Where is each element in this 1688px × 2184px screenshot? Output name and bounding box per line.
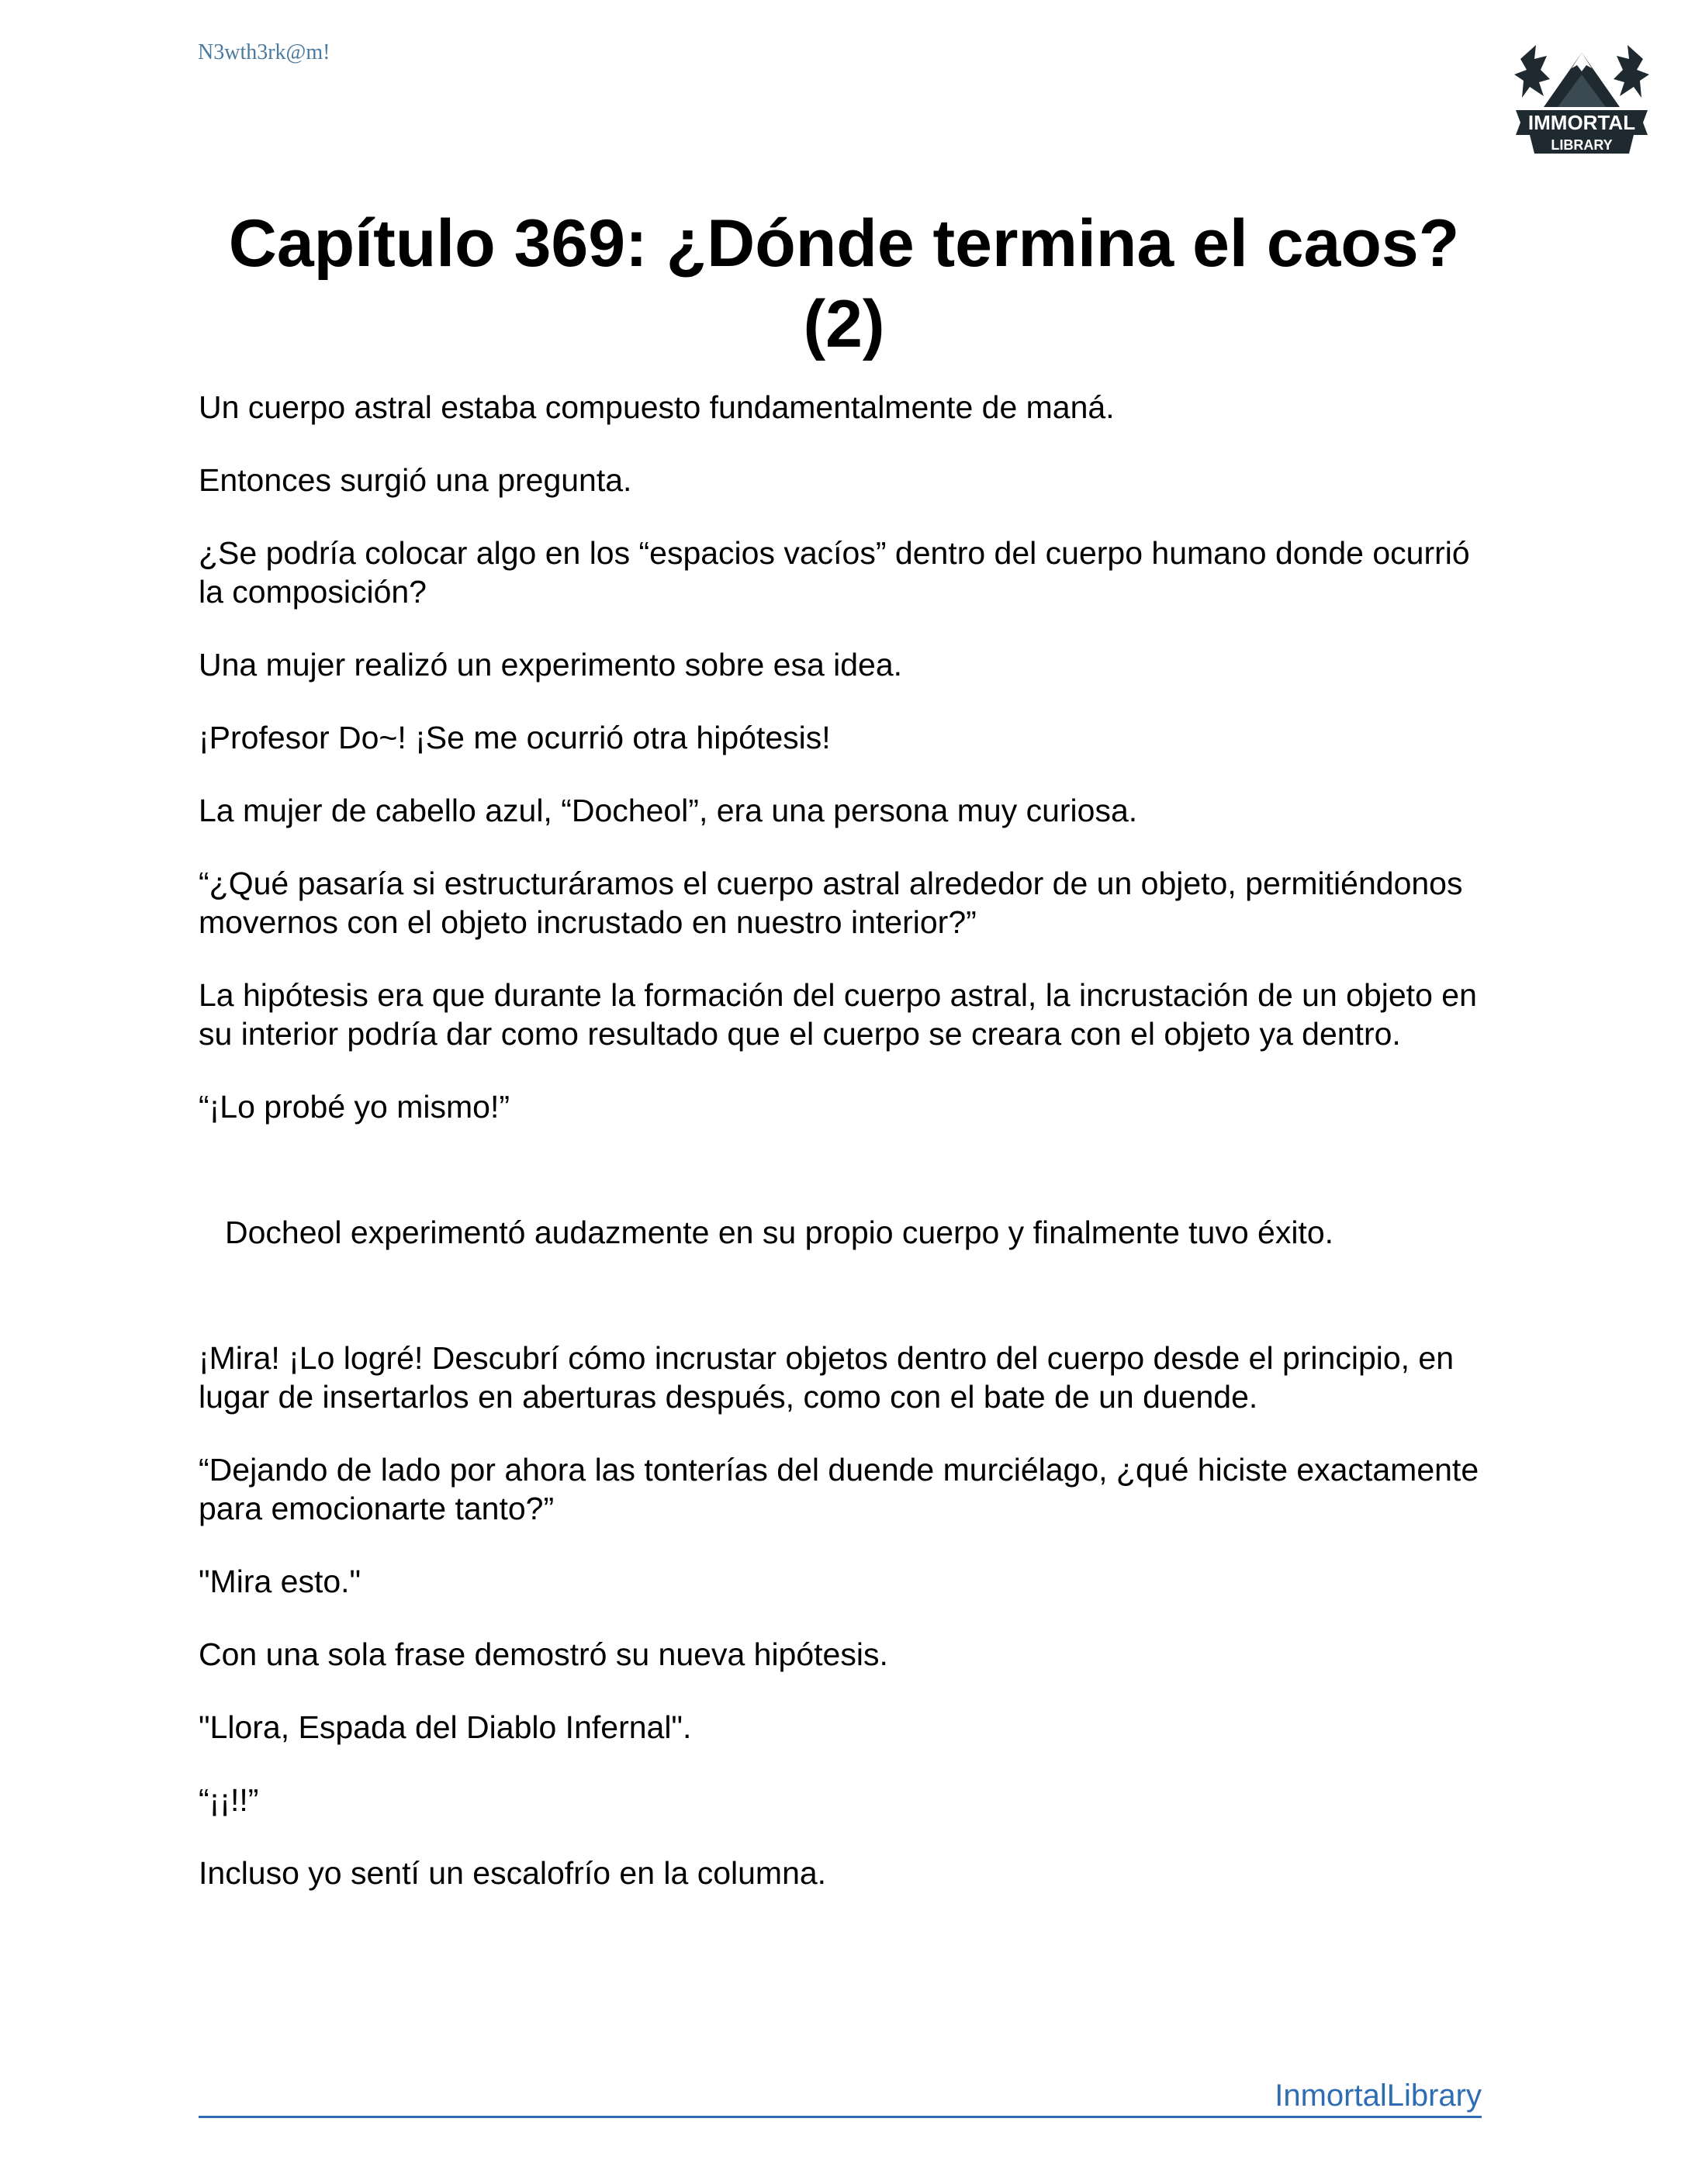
watermark-text: N3wth3rk@m! xyxy=(198,40,330,64)
paragraph: Un cuerpo astral estaba compuesto fundamentalmente de maná. xyxy=(199,389,1115,425)
paragraph: Una mujer realizó un experimento sobre esa idea. xyxy=(199,647,903,682)
paragraph: “Dejando de lado por ahora las tonterías del duende murciélago, ¿qué hiciste exactamente para emocionarte tanto?” xyxy=(199,1452,1479,1526)
paragraph: La mujer de cabello azul, “Docheol”, era una persona muy curiosa. xyxy=(199,793,1138,828)
logo-text-library: LIBRARY xyxy=(1551,137,1613,153)
paragraph: ¡Mira! ¡Lo logré! Descubrí cómo incrustar objetos dentro del cuerpo desde el principio, en lugar de insertarlos en aberturas después, como con el bate de un duende. xyxy=(199,1340,1455,1415)
chapter-title-line1: Capítulo 369: ¿Dónde termina el caos? xyxy=(228,206,1460,281)
logo-text-immortal: IMMORTAL xyxy=(1527,111,1636,134)
paragraph: ¡Profesor Do~! ¡Se me ocurrió otra hipótesis! xyxy=(199,720,831,755)
immortal-library-logo-icon xyxy=(1513,36,1651,161)
paragraph: ¿Se podría colocar algo en los “espacios vacíos” dentro del cuerpo humano donde ocurrió la composición? xyxy=(199,535,1470,610)
paragraph: Entonces surgió una pregunta. xyxy=(199,462,632,498)
paragraph: Con una sola frase demostró su nueva hipótesis. xyxy=(199,1636,888,1672)
paragraph: Incluso yo sentí un escalofrío en la columna. xyxy=(199,1855,827,1891)
chapter-title-line2: (2) xyxy=(803,287,885,361)
inmortal-library-link[interactable]: InmortalLibrary xyxy=(199,2075,1482,2118)
paragraph: “¡Lo probé yo mismo!” xyxy=(199,1089,510,1125)
paragraph: La hipótesis era que durante la formación del cuerpo astral, la incrustación de un objeto en su interior podría dar como resultado que el cuerpo se creara con el objeto ya dentro. xyxy=(199,977,1477,1052)
paragraph: Docheol experimentó audazmente en su propio cuerpo y finalmente tuvo éxito. xyxy=(225,1215,1334,1250)
paragraph: “¿Qué pasaría si estructuráramos el cuerpo astral alrededor de un objeto, permitiéndonos movernos con el objeto incrustado en nuestro interior?” xyxy=(199,866,1463,940)
chapter-body xyxy=(199,388,1490,1927)
paragraph: "Llora, Espada del Diablo Infernal". xyxy=(199,1709,692,1745)
chapter-title xyxy=(140,203,1548,365)
paragraph: "Mira esto." xyxy=(199,1564,361,1599)
paragraph: “¡¡!!” xyxy=(199,1782,259,1818)
